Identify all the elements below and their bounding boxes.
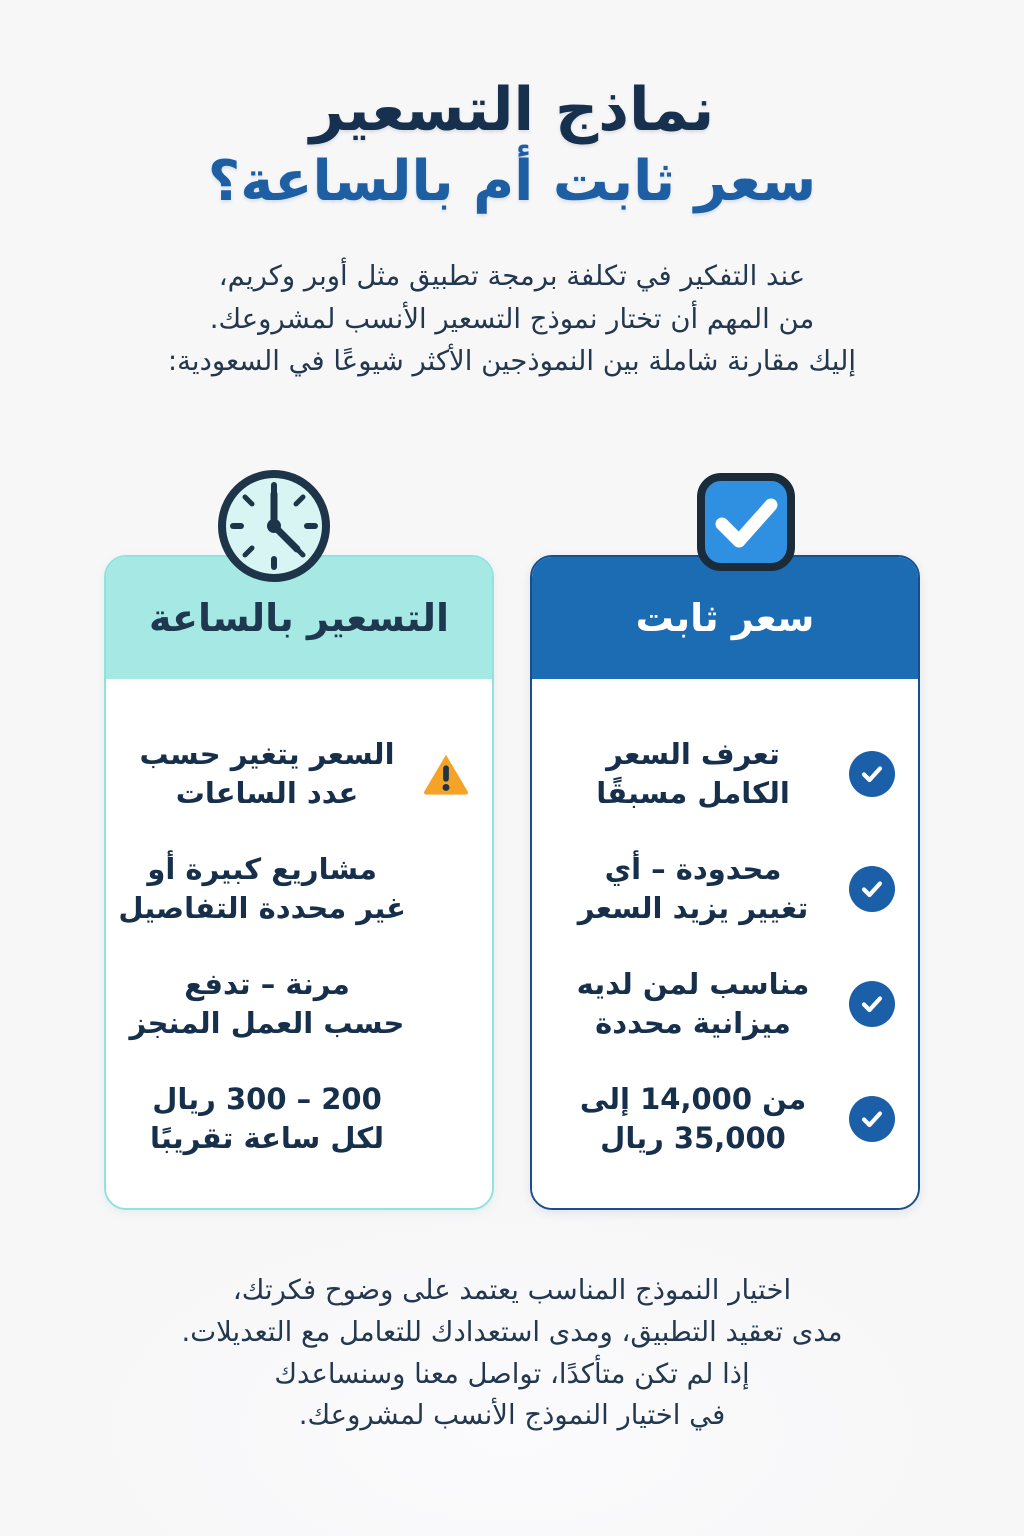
feature-text [128,965,406,1044]
card-hourly-price[interactable] [104,555,494,1210]
feature-line-2: الكامل مسبقًا [596,776,790,810]
card-fixed-price-body [532,679,918,1208]
intro-paragraph [72,255,952,383]
warning-triangle-icon [422,750,470,798]
check-circle-icon [848,865,896,913]
feature-line-1: مرنة – تدفع [184,966,350,1001]
feature-line-1: تعرف السعر [606,736,780,771]
check-circle-icon [848,750,896,798]
comparison-cards [0,472,1024,1232]
card-fixed-price-header: سعر ثابت [532,557,918,679]
closing-line-3: إذا لم تكن متأكدًا، تواصل معنا وسنساعدك [274,1357,750,1390]
feature-row [128,958,470,1050]
feature-line-1: محدودة – أي [604,851,782,886]
closing-line-4: في اختيار النموذج الأنسب لمشروعك. [298,1399,726,1432]
feature-row [554,843,896,935]
card-hourly-price-body [106,679,492,1208]
intro-line-2: من المهم أن تختار نموذج التسعير الأنسب لمشروعك. [209,302,815,335]
page-title [0,0,1024,215]
check-square-icon [696,472,796,576]
feature-line-2: تغيير يزيد السعر [577,891,809,925]
clock-icon [212,464,336,592]
feature-row [128,1073,470,1165]
feature-row [554,728,896,820]
intro-line-1: عند التفكير في تكلفة برمجة تطبيق مثل أوبر وكريم، [218,259,806,292]
feature-line-2: 35,000 ريال [600,1121,786,1155]
feature-line-1: مناسب لمن لديه [576,966,810,1001]
feature-row [554,1073,896,1165]
feature-line-2: عدد الساعات [175,776,359,810]
feature-line-2: حسب العمل المنجز [129,1006,405,1040]
feature-line-2: غير محددة التفاصيل [118,891,406,925]
feature-line-2: لكل ساعة تقريبًا [149,1121,385,1155]
feature-text [554,850,832,929]
feature-line-1: السعر يتغير حسب [139,736,395,771]
feature-line-2: ميزانية محددة [595,1006,791,1040]
feature-text [554,965,832,1044]
closing-line-1: اختيار النموذج المناسب يعتمد على وضوح فكرتك، [232,1274,792,1306]
feature-line-1: مشاريع كبيرة أو [147,851,377,886]
feature-text [554,1080,832,1159]
closing-paragraph [0,1270,1024,1437]
title-line-primary: نماذج التسعير [309,75,715,145]
intro-line-3: إليك مقارنة شاملة بين النموذجين الأكثر شيوعًا في السعودية: [167,345,857,378]
feature-row [118,843,470,935]
card-hourly-price-header: التسعير بالساعة [106,557,492,679]
feature-text [128,735,406,814]
feature-text [128,1080,406,1159]
feature-row [128,728,470,820]
check-circle-icon [848,1095,896,1143]
feature-line-1: 200 – 300 ريال [152,1081,382,1116]
title-line-secondary: سعر ثابت أم بالساعة؟ [207,148,817,214]
check-circle-icon [848,980,896,1028]
feature-line-1: من 14,000 إلى [579,1081,807,1116]
feature-text [118,850,406,929]
closing-line-2: مدى تعقيد التطبيق، ومدى استعدادك للتعامل مع التعديلات. [181,1315,843,1348]
feature-row [554,958,896,1050]
card-fixed-price[interactable] [530,555,920,1210]
feature-text [554,735,832,814]
